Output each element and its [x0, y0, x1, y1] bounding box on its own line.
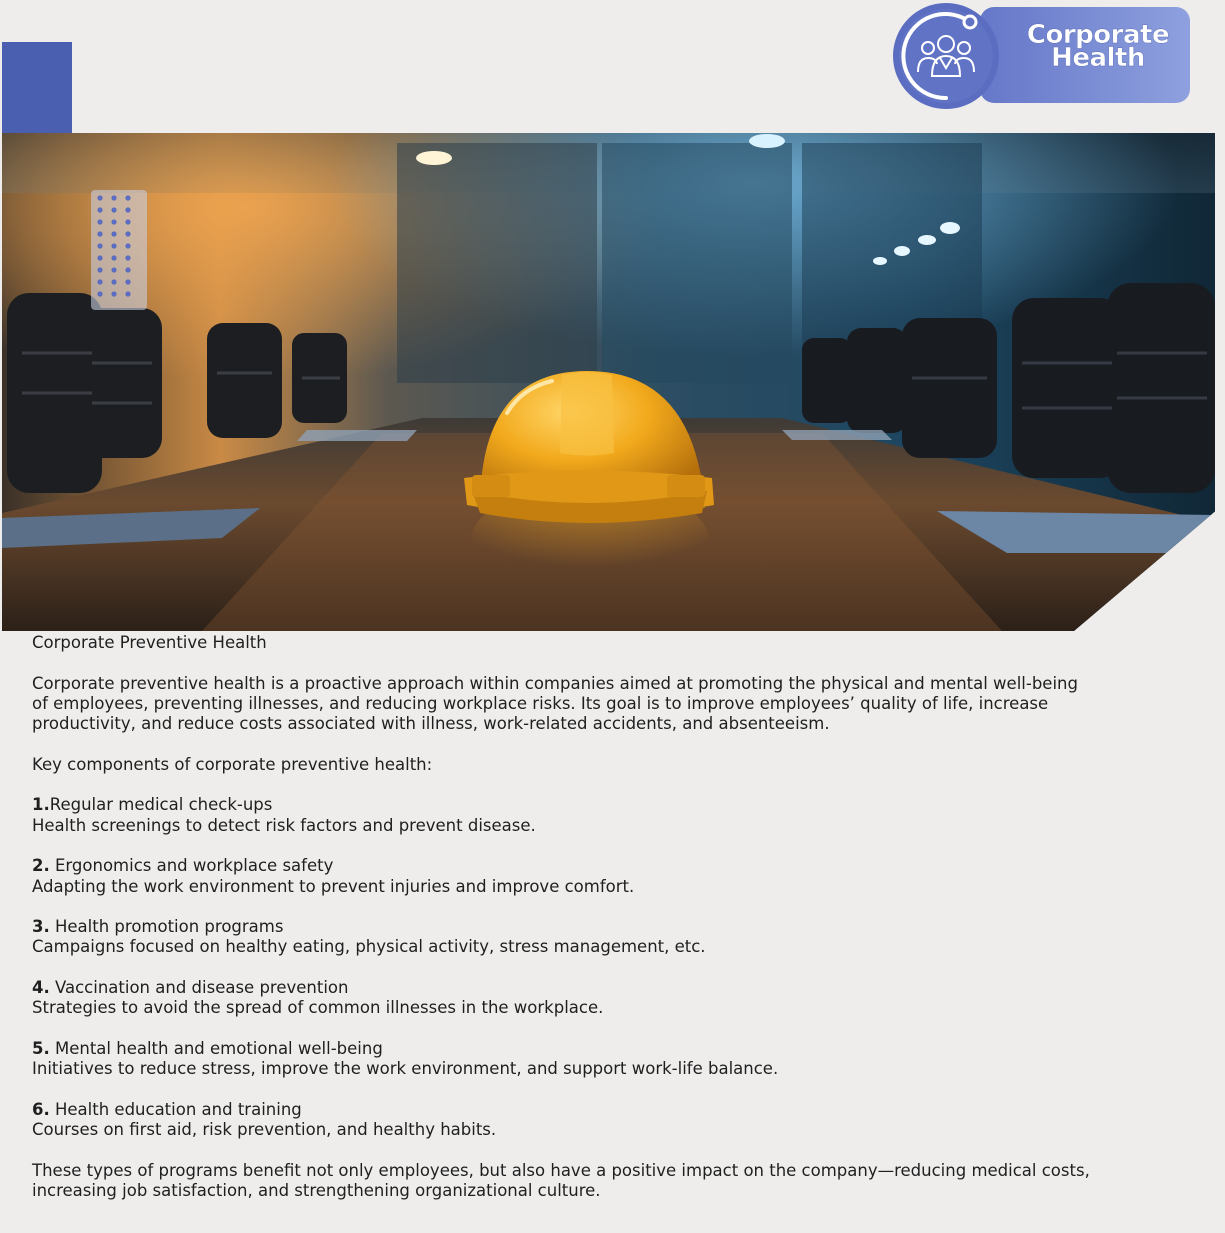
logo-line-1: Corporate [1026, 20, 1170, 50]
article-conclusion: These types of programs benefit not only employees, but also have a positive impact on the company—reducing medical costs, increasing job satisfaction, and strengthening organizational culture. [32, 1160, 1090, 1201]
item-description: Health screenings to detect risk factors and prevent disease. [32, 815, 536, 835]
item-description: Courses on first aid, risk prevention, and healthy habits. [32, 1120, 497, 1140]
item-title: Health promotion programs [49, 917, 284, 937]
item-number: 1. [32, 795, 50, 815]
hero-image [2, 133, 1215, 631]
article-title: Corporate Preventive Health [32, 633, 267, 652]
item-description: Initiatives to reduce stress, improve the work environment, and support work-life balance. [32, 1059, 779, 1079]
item-description: Campaigns focused on healthy eating, physical activity, stress management, etc. [32, 937, 706, 957]
corporate-health-logo [888, 2, 1193, 110]
item-title: Vaccination and disease prevention [49, 978, 349, 998]
list-item [32, 795, 1092, 836]
components-heading: Key components of corporate preventive health: [32, 754, 433, 774]
article-intro: Corporate preventive health is a proactive approach within companies aimed at promoting the physical and mental well-being of employees, preventing illnesses, and reducing workplace risks. Its goal is to improve employees’ quality of life, increase productivity, and reduce costs associated with illness, work-related accidents, and absenteeism. [32, 673, 1078, 734]
item-title: Health education and training [49, 1099, 302, 1119]
article-body [32, 633, 1092, 1222]
item-number: 6. [32, 1099, 50, 1119]
item-title: Ergonomics and workplace safety [49, 856, 334, 876]
item-title: Mental health and emotional well-being [49, 1038, 383, 1058]
item-number: 2. [32, 856, 50, 876]
list-item [32, 917, 1092, 958]
list-item [32, 856, 1092, 897]
list-item [32, 1039, 1092, 1080]
list-item [32, 1100, 1092, 1141]
item-number: 3. [32, 917, 50, 937]
item-description: Strategies to avoid the spread of common illnesses in the workplace. [32, 998, 604, 1018]
people-group-icon [888, 2, 1004, 110]
logo-line-2: Health [1051, 43, 1145, 73]
list-item [32, 978, 1092, 1019]
conference-room-photo [2, 133, 1215, 631]
item-number: 4. [32, 978, 50, 998]
item-number: 5. [32, 1038, 50, 1058]
logo-text [1013, 20, 1183, 73]
item-title: Regular medical check-ups [49, 795, 273, 815]
item-description: Adapting the work environment to prevent injuries and improve comfort. [32, 876, 635, 896]
dotted-badge-graphic [91, 190, 147, 310]
